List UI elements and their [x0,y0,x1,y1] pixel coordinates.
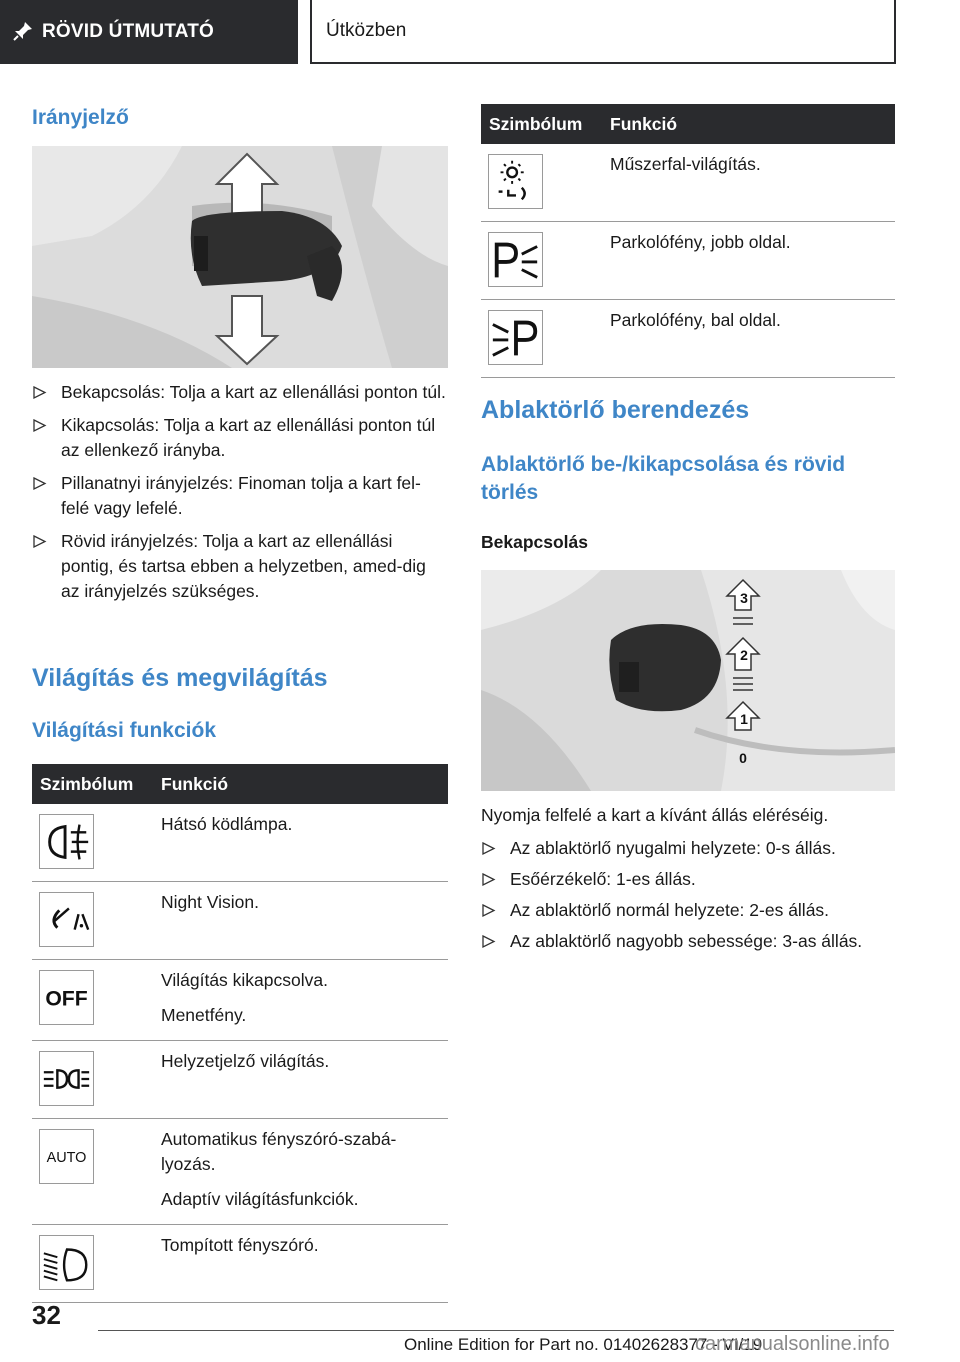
col-symbol-header: Szimbólum [32,764,153,804]
wiper-heading: Ablaktörlő berendezés [481,396,750,424]
triangle-bullet-icon [32,413,48,438]
header-section-title: RÖVID ÚTMUTATÓ [42,21,215,42]
header-chapter-box [310,0,896,64]
night-vision-icon [39,892,94,947]
triangle-bullet-icon [481,836,497,861]
table-row [481,222,895,300]
turn-signal-list [32,380,448,612]
parking-light-right-icon [488,232,543,287]
function-text: Helyzetjelző világítás. [161,1051,330,1071]
table-row [32,1225,448,1303]
triangle-bullet-icon [481,867,497,892]
table-row [481,144,895,222]
table-row [481,300,895,378]
page-number: 32 [32,1300,61,1330]
table-header-row [32,764,448,804]
low-beam-icon [39,1235,94,1290]
table-row [32,804,448,882]
function-text: Tompított fényszóró. [161,1235,319,1255]
list-item: Esőérzékelő: 1-es állás. [481,867,895,892]
function-text: Parkolófény, bal oldal. [610,310,781,330]
table-row [32,882,448,960]
table-header-row [481,104,895,144]
wiper-lever-photo [481,570,895,791]
parking-lights-icon [39,1051,94,1106]
table-row [32,1119,448,1225]
triangle-bullet-icon [481,898,497,923]
lighting-heading: Világítás és megvilágítás [32,664,328,692]
wiper-position-label: 2 [740,647,748,663]
auto-icon [39,1129,94,1184]
function-text: Hátsó ködlámpa. [161,814,293,834]
header-section-tab [0,0,298,64]
turn-signal-heading: Irányjelző [32,106,129,129]
wiper-intro: Nyomja felfelé a kart a kívánt állás eléréséig. [481,805,829,825]
watermark: carmanualsonline.info [695,1333,890,1355]
svg-text:AUTO: AUTO [46,1149,87,1166]
list-item: Pillanatnyi irányjelzés: Finoman tolja a kart fel-felé vagy lefelé. [32,471,448,521]
turn-signal-lever-photo [32,146,448,368]
function-text: Menetfény. [161,1005,247,1025]
table-row [32,960,448,1041]
function-text: Adaptív világításfunkciók. [161,1189,359,1209]
triangle-bullet-icon [481,929,497,954]
footer-divider [98,1330,894,1331]
lighting-functions-heading: Világítási funkciók [32,719,217,742]
turn-signal-lever-illustration [32,146,448,368]
function-text: Parkolófény, jobb oldal. [610,232,791,252]
wiper-position-label: 1 [740,711,748,727]
triangle-bullet-icon [32,529,48,554]
pushpin-icon [12,20,34,42]
col-function-header: Funkció [153,764,448,804]
wiper-list [481,836,895,960]
svg-text:OFF: OFF [45,987,88,1011]
function-text: Night Vision. [161,892,259,912]
list-item: Rövid irányjelzés: Tolja a kart az ellenállási pontig, és tartsa ebben a helyzetben, amed-dig az irányjelzés szükséges. [32,529,448,604]
wiper-lever-illustration [481,570,895,791]
col-function-header: Funkció [602,104,895,144]
switch-on-heading: Bekapcsolás [481,532,589,552]
off-icon [39,970,94,1025]
list-item: Az ablaktörlő normál helyzete: 2-es állás. [481,898,895,923]
lighting-functions-table [32,764,448,1303]
instrument-lighting-icon [488,154,543,209]
list-item: Az ablaktörlő nagyobb sebessége: 3-as állás. [481,929,895,954]
table-row [32,1041,448,1119]
header-chapter-title: Útközben [326,20,407,41]
rear-fog-lamp-icon [39,814,94,869]
list-item: Az ablaktörlő nyugalmi helyzete: 0-s állás. [481,836,895,861]
wiper-position-label: 0 [739,750,747,766]
list-item: Kikapcsolás: Tolja a kart az ellenállási ponton túl az ellenkező irányba. [32,413,448,463]
triangle-bullet-icon [32,471,48,496]
triangle-bullet-icon [32,380,48,405]
function-text: Világítás kikapcsolva. [161,970,328,990]
wiper-position-label: 3 [740,590,748,606]
footer-edition: Online Edition for Part no. 01402628377 - VI/19 [404,1335,763,1354]
wiper-sub-heading: Ablaktörlő be-/kikapcsolása és rövid törlés [481,453,846,504]
lighting-functions-table-continued [481,104,895,378]
function-text: Automatikus fényszóró-szabá-lyozás. [161,1129,397,1174]
list-item: Bekapcsolás: Tolja a kart az ellenállási ponton túl. [32,380,448,405]
function-text: Műszerfal-világítás. [610,154,761,174]
parking-light-left-icon [488,310,543,365]
col-symbol-header: Szimbólum [481,104,602,144]
